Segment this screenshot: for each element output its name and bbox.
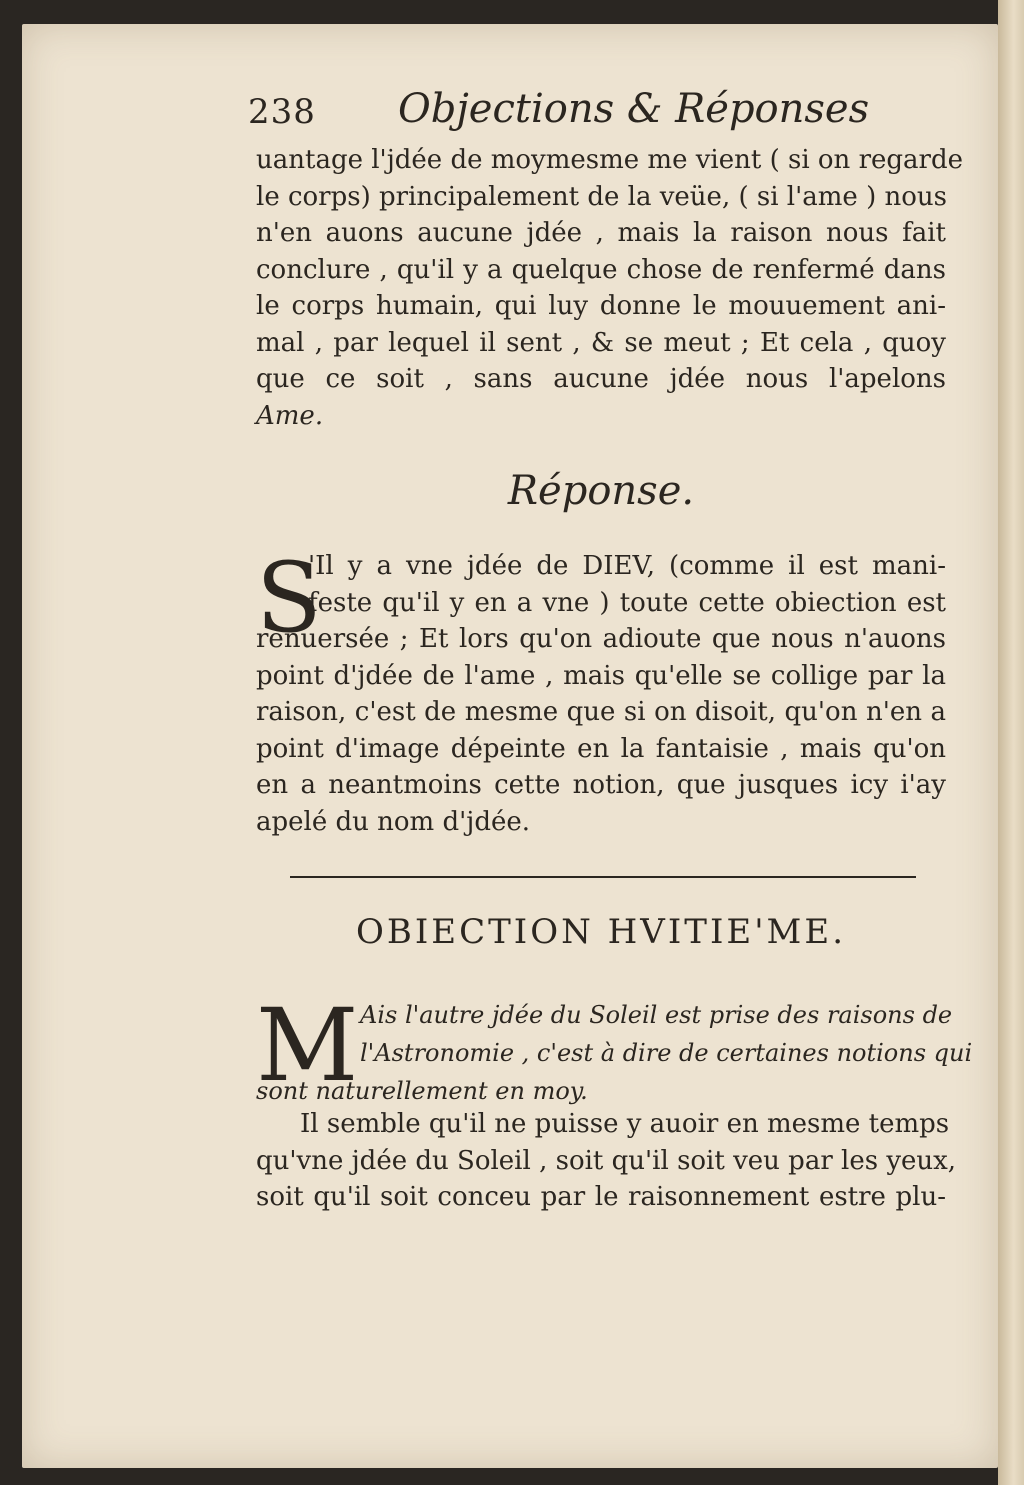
text-line: 'Il y a vne jdée de DIEV, (comme il est mani- — [308, 551, 946, 581]
drop-cap-s: S — [256, 542, 322, 654]
text-line: point d'image dépeinte en la fantaisie , mais qu'on — [256, 733, 946, 764]
text-line: apelé du nom d'jdée. — [256, 806, 531, 837]
paragraph-objection-end — [256, 142, 963, 434]
text-line: mal , par lequel il sent , & se meut ; Et cela , quoy — [256, 327, 946, 358]
text-line: point d'jdée de l'ame , mais qu'elle se collige par la — [256, 660, 946, 691]
text-line: qu'vne jdée du Soleil , soit qu'il soit veu par les yeux, — [256, 1145, 957, 1176]
text-line: Il semble qu'il ne puisse y auoir en mesme temps — [300, 1109, 950, 1139]
page-number: 238 — [248, 92, 316, 132]
text-line: conclure , qu'il y a quelque chose de renfermé dans — [256, 254, 946, 285]
text-line: uantage l'jdée de moymesme me vient ( si on regarde — [256, 145, 963, 175]
text-line: feste qu'il y en a vne ) toute cette obiection est — [308, 587, 946, 618]
text-line: sont naturellement en moy. — [256, 1077, 588, 1105]
text-line: le corps) principalement de la veüe, ( si l'ame ) nous — [256, 181, 947, 212]
text-line: n'en auons aucune jdée , mais la raison nous fait — [256, 218, 946, 248]
text-line: renuersée ; Et lors qu'on adioute que nous n'auons — [256, 624, 946, 654]
text-line: l'Astronomie , c'est à dire de certaines notions qui — [360, 1039, 973, 1067]
text-line: raison, c'est de mesme que si on disoit, qu'on n'en a — [256, 697, 946, 727]
drop-cap-m: M — [256, 987, 359, 1104]
text-line: le corps humain, qui luy donne le mouuement ani- — [256, 291, 946, 321]
paragraph-reponse — [256, 542, 946, 840]
text-line: en a neantmoins cette notion, que jusques icy i'ay — [256, 770, 946, 800]
paragraph-objection-quote — [256, 987, 973, 1110]
section-divider — [290, 876, 916, 878]
paragraph-objection-body — [256, 1106, 957, 1216]
page-edge — [998, 0, 1024, 1485]
section-title: OBIECTION HVITIE'ME. — [355, 912, 846, 952]
reponse-heading: Réponse. — [507, 468, 695, 514]
text-line: que ce soit , sans aucune jdée nous l'apelons — [256, 364, 946, 394]
running-title: Objections & Réponses — [398, 86, 870, 132]
page-header — [248, 86, 948, 136]
text-line: soit qu'il soit conceu par le raisonnement estre plu- — [256, 1182, 946, 1212]
text-line: Ame. — [256, 400, 324, 431]
text-line: Ais l'autre jdée du Soleil est prise des raisons de — [360, 1001, 953, 1029]
